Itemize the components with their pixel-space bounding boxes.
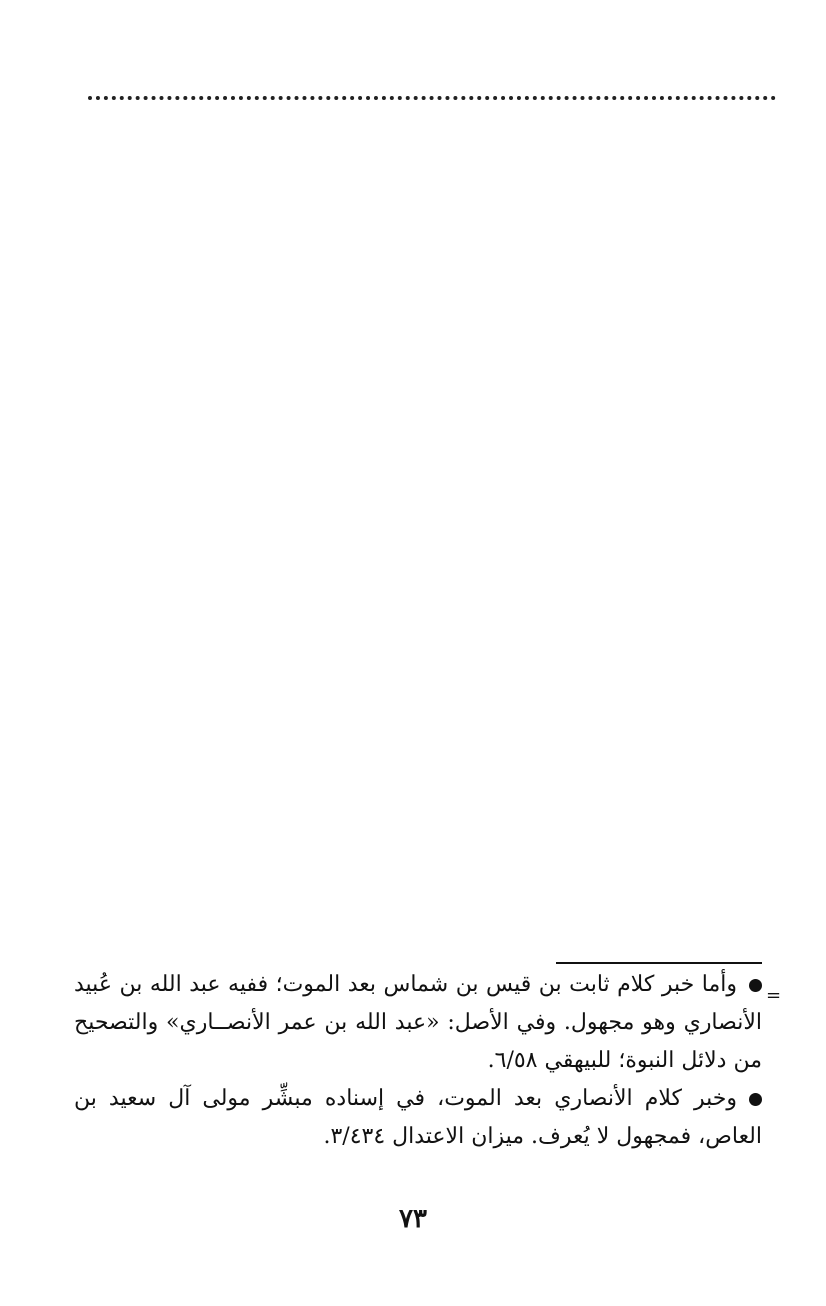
footnote-item [74, 966, 762, 1080]
footnote-item [74, 1080, 762, 1156]
bullet-icon [749, 979, 762, 992]
footnote-rule [556, 962, 762, 964]
page-number: ٧٣ [399, 1204, 427, 1234]
footnotes-section [74, 966, 762, 1156]
footnote-text: وخبر كلام الأنصاري بعد الموت، في إسناده مبشِّر مولى آل سعيد بن العاص، فمجهول لا يُعرف. ميزان الاعتدال ٣/٤٣٤. [74, 1086, 762, 1149]
dotted-separator [88, 80, 776, 100]
footnote-text: وأما خبر كلام ثابت بن قيس بن شماس بعد الموت؛ ففيه عبد الله بن عُبيد الأنصاري وهو مجهول. وفي الأصل: «عبد الله بن عمر الأنصــاري» والتصحيح من دلائل النبوة؛ للبيهقي ٦/٥٨. [74, 972, 762, 1073]
bullet-icon [749, 1093, 762, 1106]
continuation-mark: = [766, 985, 782, 1006]
